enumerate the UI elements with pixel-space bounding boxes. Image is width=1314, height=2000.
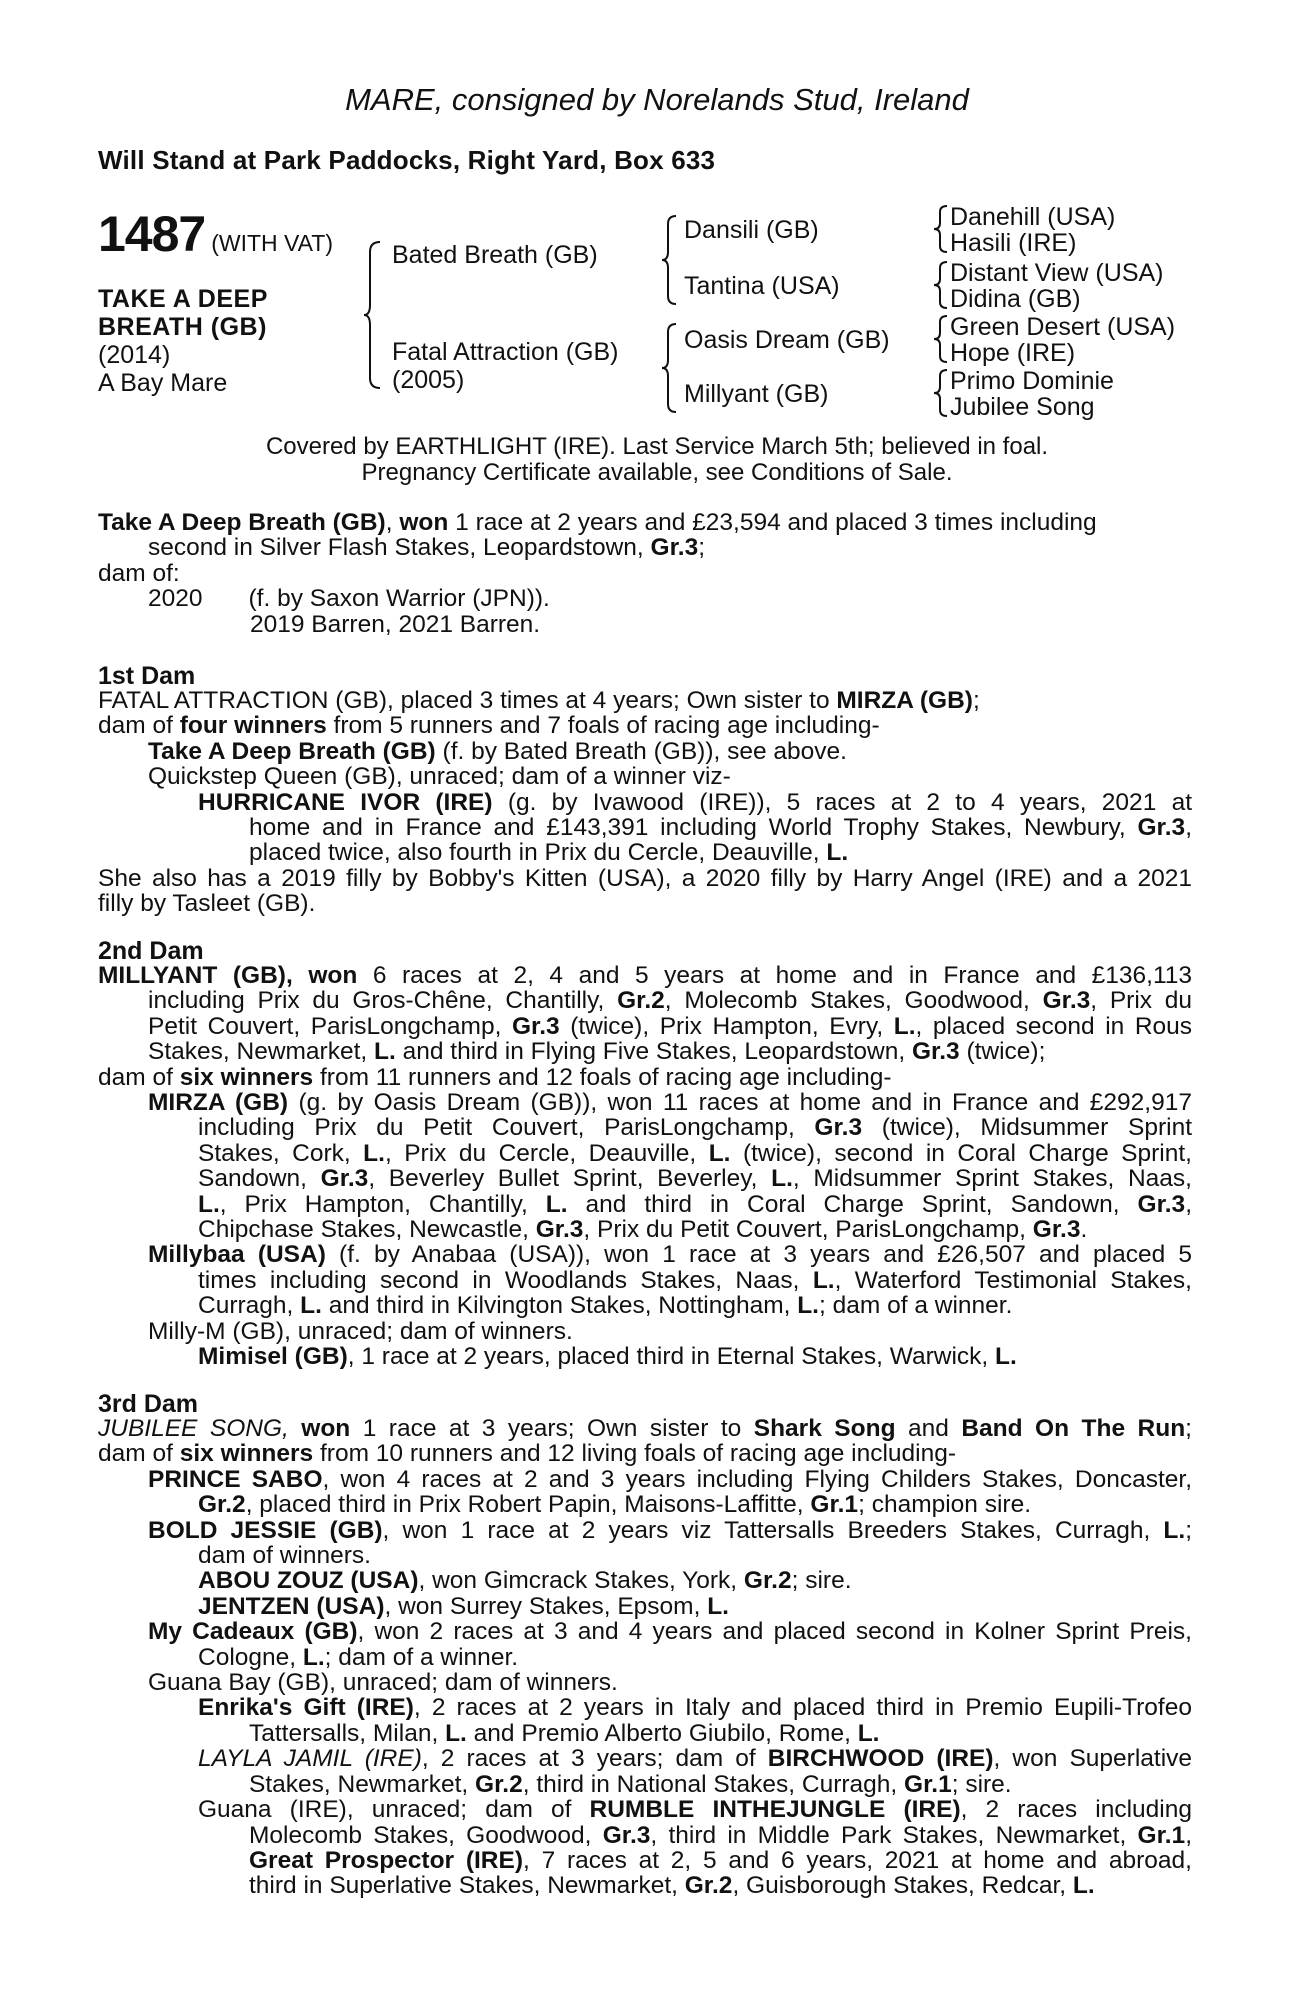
won-label: won	[301, 1415, 351, 1442]
winners-count: six winners	[179, 1063, 314, 1091]
text: ;	[972, 687, 980, 714]
horse-ref: Enrika's Gift (IRE)	[198, 1694, 414, 1722]
horse-ref: Millybaa (USA)	[148, 1241, 326, 1269]
text: Tattersalls, Milan,	[249, 1719, 439, 1747]
sire-dam: Tantina (USA)	[684, 272, 840, 300]
horse-name-line2: BREATH (GB)	[98, 313, 267, 341]
text: , Molecomb Stakes, Goodwood,	[664, 987, 1030, 1015]
dam-dam: Millyant (GB)	[684, 380, 829, 408]
horse-ref: ABOU ZOUZ (USA)	[198, 1567, 419, 1595]
text: Guana Bay (GB), unraced; dam of winners.	[148, 1669, 618, 1697]
horse-ref: LAYLA JAMIL (IRE)	[198, 1745, 422, 1773]
lot-number: 1487	[98, 206, 206, 262]
grade-label: Gr.1	[1137, 1821, 1186, 1849]
stand-location: Will Stand at Park Paddocks, Right Yard, Box 633	[98, 145, 716, 175]
sire-sire: Dansili (GB)	[684, 216, 819, 244]
text: (twice);	[966, 1038, 1046, 1066]
dd-dam: Jubilee Song	[950, 393, 1095, 421]
sd-sire: Distant View (USA)	[950, 259, 1164, 287]
text: home and in France and £143,391 including World Trophy Stakes, Newbury,	[249, 814, 1126, 842]
grade-label: L.	[797, 1292, 819, 1320]
text: 1 race at 3 years; Own sister to	[362, 1415, 742, 1442]
grade-label: L.	[363, 1139, 385, 1167]
text: including Prix du Petit Couvert, ParisLongchamp,	[198, 1114, 795, 1142]
sire: Bated Breath (GB)	[392, 241, 598, 269]
grade-label: Gr.2	[684, 1872, 733, 1900]
horse-ref: Take A Deep Breath (GB)	[148, 737, 436, 765]
produce-record: Take A Deep Breath (GB), won 1 race at 2 years and £23,594 and placed 3 times including second in Silver Flash Stakes, Leopardstown, Gr.3; dam of: 2020 (f. by Saxon Warrior (JPN)). 2019 Barren, 2021 Barren.	[98, 510, 1192, 637]
text: , won Gimcrack Stakes, York,	[418, 1567, 738, 1595]
text: Curragh,	[198, 1292, 294, 1320]
text: 6 races at 2, 4 and 5 years at home and in France and £136,113	[372, 962, 1193, 989]
vat-note: (WITH VAT)	[211, 230, 334, 256]
text: , Prix du Petit Couvert, ParisLongchamp,	[583, 1216, 1026, 1244]
horse-year: (2014)	[98, 341, 171, 369]
horse-description: A Bay Mare	[98, 369, 228, 397]
text: and third in Coral Charge Sprint, Sandown,	[585, 1190, 1120, 1218]
horse-ref: PRINCE SABO	[148, 1465, 323, 1493]
grade-label: L.	[374, 1038, 396, 1066]
punctuation: ;	[698, 534, 706, 562]
horse-ref: MIRZA (GB)	[836, 687, 973, 714]
text: , placed second in Rous	[915, 1012, 1193, 1040]
grade-label: Gr.3	[814, 1114, 863, 1142]
foal-detail: (f. by Saxon Warrior (JPN)).	[248, 585, 550, 613]
dam-year: (2005)	[392, 366, 465, 394]
produce-line: dam of:	[98, 559, 180, 587]
grade-label: Gr.1	[904, 1770, 952, 1798]
text: ,	[1185, 814, 1192, 842]
horse-ref: Shark Song	[753, 1415, 896, 1442]
ds-dam: Hope (IRE)	[950, 339, 1076, 367]
covering-line2: Pregnancy Certificate available, see Conditions of Sale.	[361, 459, 953, 486]
text: ; dam of a winner.	[819, 1292, 1013, 1320]
produce-line: 1 race at 2 years and £23,594 and placed 3 times including	[455, 509, 1097, 536]
text: , Prix Hampton, Chantilly,	[219, 1190, 528, 1218]
text: and third in Flying Five Stakes, Leopardstown,	[402, 1038, 906, 1066]
grade-label: Gr.2	[475, 1770, 523, 1798]
grade-label: Gr.3	[511, 1012, 560, 1040]
grade-label: L.	[893, 1012, 916, 1040]
text: times including second in Woodlands Stakes, Naas,	[198, 1266, 800, 1294]
text: and Premio Alberto Giubilo, Rome,	[473, 1719, 851, 1747]
text: , 2 races at 2 years in Italy and placed third in Premio Eupili-Trofeo	[413, 1694, 1192, 1722]
grade-label: Gr.3	[650, 534, 699, 562]
text: , won 4 races at 2 and 3 years including Flying Childers Stakes, Doncaster,	[322, 1465, 1192, 1493]
text: filly by Tasleet (GB).	[98, 890, 316, 918]
grade-label: Gr.3	[1137, 1190, 1186, 1218]
text: Cologne,	[198, 1643, 297, 1671]
text: , won 1 race at 2 years viz Tattersalls Breeders Stakes, Curragh,	[382, 1516, 1151, 1544]
brace-sd	[932, 260, 950, 310]
brace-dam	[660, 322, 680, 414]
text: Petit Couvert, ParisLongchamp,	[148, 1012, 502, 1040]
text: placed twice, also fourth in Prix du Cercle, Deauville,	[249, 839, 820, 867]
text: , placed third in Prix Robert Papin, Maisons-Laffitte,	[245, 1491, 804, 1519]
text: and third in Kilvington Stakes, Nottingham,	[328, 1292, 791, 1320]
horse-ref: Great Prospector (IRE)	[249, 1846, 524, 1874]
grade-label: Gr.2	[198, 1491, 246, 1519]
text: Quickstep Queen (GB), unraced; dam of a winner viz-	[148, 763, 731, 791]
grade-label: L.	[771, 1165, 793, 1193]
grade-label: L.	[812, 1266, 835, 1294]
text: ;	[1185, 1415, 1192, 1442]
grade-label: Gr.3	[320, 1165, 369, 1193]
text: , Waterford Testimonial Stakes,	[834, 1266, 1192, 1294]
brace-ds	[932, 314, 950, 364]
text: (twice), second in Coral Charge Sprint,	[742, 1139, 1192, 1167]
text: , won 2 races at 3 and 4 years and placed second in Kolner Sprint Preis,	[357, 1618, 1192, 1646]
text: , third in Middle Park Stakes, Newmarket,	[650, 1821, 1127, 1849]
text: ; champion sire.	[858, 1491, 1032, 1519]
grade-label: L.	[995, 1343, 1017, 1371]
horse-ref: HURRICANE IVOR (IRE)	[198, 788, 493, 816]
brace-dd	[932, 368, 950, 418]
grade-label: Gr.3	[1042, 987, 1091, 1015]
text: She also has a 2019 filly by Bobby's Kitten (USA), a 2020 filly by Harry Angel (IRE) and a 2021	[98, 864, 1192, 892]
produce-line: second in Silver Flash Stakes, Leopardstown,	[148, 534, 644, 562]
ds-sire: Green Desert (USA)	[950, 313, 1176, 341]
text: dam of winners.	[198, 1542, 371, 1570]
text: ,	[1185, 1190, 1193, 1218]
grade-label: L.	[1072, 1872, 1095, 1900]
text: , 7 races at 2, 5 and 6 years, 2021 at home and abroad,	[523, 1846, 1192, 1874]
grade-label: L.	[545, 1190, 568, 1218]
grade-label: Gr.3	[911, 1038, 960, 1066]
dam-sire: Oasis Dream (GB)	[684, 326, 890, 354]
third-dam-heading: 3rd Dam	[98, 1390, 199, 1418]
brace-ss	[932, 204, 950, 254]
text: dam of	[98, 712, 173, 740]
grade-label: L.	[300, 1292, 322, 1320]
text: ; sire.	[791, 1567, 852, 1595]
horse-ref: MIRZA (GB)	[148, 1089, 289, 1117]
text: (f. by Bated Breath (GB)), see above.	[442, 737, 847, 765]
text: Molecomb Stakes, Goodwood,	[249, 1821, 592, 1849]
text: , Prix du	[1090, 987, 1193, 1015]
text: from 5 runners and 7 foals of racing age including-	[333, 712, 880, 740]
text: Stakes, Newmarket,	[148, 1038, 368, 1066]
grade-label: Gr.3	[1137, 814, 1186, 842]
sd-dam: Didina (GB)	[950, 285, 1081, 313]
text: (g. by Oasis Dream (GB)), won 11 races at home and in France and £292,917	[298, 1089, 1192, 1117]
lot-number-block	[98, 205, 333, 263]
text: from 10 runners and 12 living foals of racing age including-	[319, 1440, 956, 1468]
covering-line1: Covered by EARTHLIGHT (IRE). Last Service March 5th; believed in foal.	[265, 433, 1049, 460]
ss-sire: Danehill (USA)	[950, 203, 1116, 231]
winners-count: six winners	[179, 1440, 314, 1468]
grade-label: Gr.1	[810, 1491, 859, 1519]
text: , Guisborough Stakes, Redcar,	[732, 1872, 1067, 1900]
text: ;	[1185, 1516, 1192, 1544]
horse-ref: BOLD JESSIE (GB)	[148, 1516, 383, 1544]
third-dam-section	[98, 1416, 1192, 1899]
text: (f. by Anabaa (USA)), won 1 race at 3 years and £26,507 and placed 5	[339, 1241, 1192, 1269]
text: Chipchase Stakes, Newcastle,	[198, 1216, 529, 1244]
text: , 2 races at 3 years; dam of	[421, 1745, 756, 1773]
horse-ref: BIRCHWOOD (IRE)	[767, 1745, 994, 1773]
won-label: won	[308, 962, 358, 989]
covering-note	[0, 434, 1314, 486]
grade-label: Gr.3	[535, 1216, 584, 1244]
text: (twice), Midsummer Sprint	[881, 1114, 1193, 1142]
horse-name-line1: TAKE A DEEP	[98, 285, 268, 313]
text: FATAL ATTRACTION (GB), placed 3 times at 4 years; Own sister to	[98, 687, 830, 714]
text: and	[908, 1415, 949, 1442]
second-dam-heading: 2nd Dam	[98, 937, 204, 965]
text: , won Superlative	[993, 1745, 1193, 1773]
page-title: MARE, consigned by Norelands Stud, Ireland	[345, 82, 969, 117]
grade-label: L.	[302, 1643, 325, 1671]
winners-count: four winners	[179, 712, 327, 740]
foal-year: 2020	[148, 585, 203, 613]
text: (g. by Ivawood (IRE)), 5 races at 2 to 4 years, 2021 at	[507, 788, 1192, 816]
text: including Prix du Gros-Chêne, Chantilly,	[148, 987, 605, 1015]
dam: Fatal Attraction (GB)	[392, 338, 619, 366]
barren-record: 2019 Barren, 2021 Barren.	[250, 610, 541, 638]
text: dam of	[98, 1440, 173, 1468]
text: ; dam of a winner.	[324, 1643, 519, 1671]
text: , 1 race at 2 years, placed third in Eternal Stakes, Warwick,	[347, 1343, 989, 1371]
text: , won Surrey Stakes, Epsom,	[384, 1592, 701, 1620]
horse-ref: Band On The Run	[961, 1415, 1186, 1442]
text: dam of	[98, 1063, 173, 1091]
text: Milly-M (GB), unraced; dam of winners.	[148, 1317, 573, 1345]
horse-ref: My Cadeaux (GB)	[148, 1618, 358, 1646]
text: Guana (IRE), unraced; dam of	[198, 1796, 572, 1824]
text: (twice), Prix Hampton, Evry,	[570, 1012, 884, 1040]
grade-label: L.	[707, 1592, 729, 1620]
text: ,	[1185, 1821, 1193, 1849]
horse-ref: RUMBLE INTHEJUNGLE (IRE)	[589, 1796, 961, 1824]
horse-ref: JUBILEE SONG,	[98, 1415, 289, 1442]
text: .	[1080, 1216, 1088, 1244]
grade-label: Gr.3	[1032, 1216, 1081, 1244]
text: Stakes, Newmarket,	[249, 1770, 469, 1798]
brace-sire	[660, 214, 680, 306]
grade-label: Gr.3	[602, 1821, 651, 1849]
text: , Midsummer Sprint Stakes, Naas,	[792, 1165, 1192, 1193]
horse-identity	[98, 285, 268, 397]
grade-label: Gr.2	[743, 1567, 792, 1595]
text: , Prix du Cercle, Deauville,	[384, 1139, 697, 1167]
text: ; sire.	[951, 1770, 1012, 1798]
grade-label: L.	[857, 1719, 880, 1747]
dd-sire: Primo Dominie	[950, 367, 1114, 395]
text: Stakes, Cork,	[198, 1139, 351, 1167]
grade-label: L.	[708, 1139, 731, 1167]
grade-label: L.	[826, 839, 849, 867]
brace-main	[362, 240, 384, 390]
horse-ref: Mimisel (GB)	[198, 1343, 348, 1371]
horse-name-ref: Take A Deep Breath (GB)	[98, 509, 386, 536]
text: third in Superlative Stakes, Newmarket,	[249, 1872, 678, 1900]
ss-dam: Hasili (IRE)	[950, 229, 1077, 257]
grade-label: L.	[198, 1190, 220, 1218]
text: from 11 runners and 12 foals of racing age including-	[319, 1063, 892, 1091]
first-dam-heading: 1st Dam	[98, 662, 196, 690]
text: Sandown,	[198, 1165, 307, 1193]
grade-label: L.	[445, 1719, 467, 1747]
text: , 2 races including	[960, 1796, 1192, 1824]
horse-ref: MILLYANT (GB),	[98, 962, 293, 989]
grade-label: Gr.2	[617, 987, 665, 1015]
won-label: won	[399, 509, 449, 536]
second-dam-section	[98, 963, 1192, 1370]
first-dam-section	[98, 688, 1192, 917]
text: , third in National Stakes, Curragh,	[522, 1770, 898, 1798]
text: , Beverley Bullet Sprint, Beverley,	[368, 1165, 758, 1193]
horse-ref: JENTZEN (USA)	[198, 1592, 385, 1620]
grade-label: L.	[1163, 1516, 1186, 1544]
